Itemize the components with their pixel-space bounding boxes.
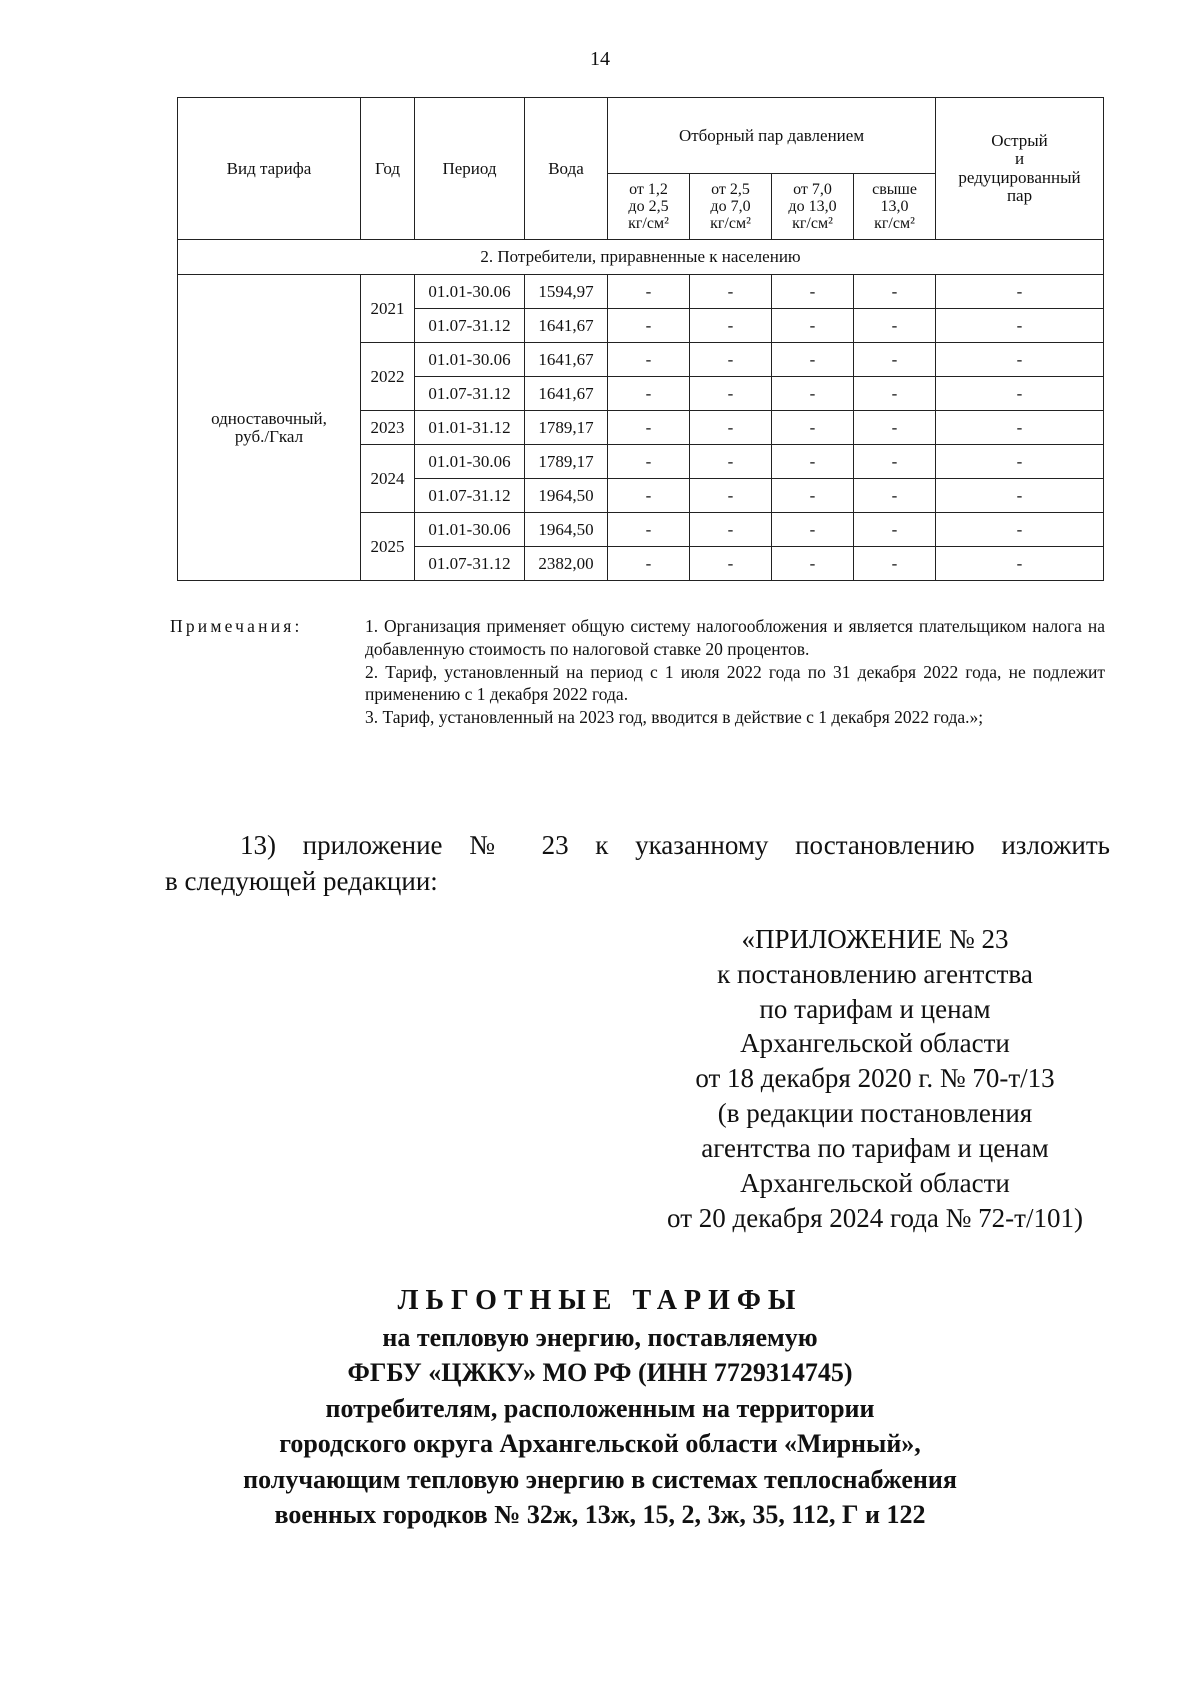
steam-cell: - [690,275,772,309]
steam-cell: - [772,309,854,343]
heading-line: военных городков № 32ж, 13ж, 15, 2, 3ж, 35, 112, Г и 122 [274,1499,926,1529]
appendix-line: Архангельской области [740,1028,1010,1059]
tariff-table [177,97,1104,581]
period-cell: 01.01-30.06 [415,513,525,547]
steam-cell: - [608,275,690,309]
period-cell: 01.07-31.12 [415,377,525,411]
header-steam-group: Отборный пар давлением [608,98,936,174]
steam-cell: - [690,513,772,547]
steam-cell: - [854,309,936,343]
header-sharp-steam: Острый и редуцированный пар [936,98,1104,240]
steam-cell: - [608,309,690,343]
sharp-steam-cell: - [936,275,1104,309]
steam-cell: - [854,411,936,445]
steam-cell: - [772,343,854,377]
appendix-line: от 20 декабря 2024 года № 72-т/101) [667,1202,1083,1233]
steam-cell: - [608,411,690,445]
year-cell: 2025 [361,513,415,581]
steam-cell: - [608,377,690,411]
paragraph-line: в следующей редакции: [165,865,438,896]
appendix-line: Архангельской области [740,1167,1010,1198]
appendix-line: к постановлению агентства [717,958,1033,989]
appendix-header [640,922,1110,1235]
group-title: 2. Потребители, приравненные к населению [178,240,1104,275]
table-row [178,275,1104,309]
period-cell: 01.07-31.12 [415,309,525,343]
notes-list [365,615,1105,729]
steam-cell: - [772,547,854,581]
water-cell: 1641,67 [525,377,608,411]
appendix-line: от 18 декабря 2020 г. № 70-т/13 [695,1063,1055,1094]
water-cell: 1594,97 [525,275,608,309]
header-period: Период [415,98,525,240]
sharp-steam-cell: - [936,479,1104,513]
steam-cell: - [854,479,936,513]
steam-cell: - [690,445,772,479]
steam-cell: - [854,445,936,479]
steam-cell: - [608,513,690,547]
header-water: Вода [525,98,608,240]
water-cell: 1641,67 [525,309,608,343]
header-pressure-2: от 2,5 до 7,0 кг/см² [690,174,772,240]
steam-cell: - [690,343,772,377]
steam-cell: - [690,309,772,343]
tariff-type-cell: одноставочный, руб./Гкал [178,275,361,581]
heading-line: городского округа Архангельской области «Мирный», [279,1429,921,1459]
period-cell: 01.01-30.06 [415,275,525,309]
water-cell: 1789,17 [525,445,608,479]
year-cell: 2022 [361,343,415,411]
steam-cell: - [690,411,772,445]
steam-cell: - [854,275,936,309]
period-cell: 01.01-30.06 [415,445,525,479]
water-cell: 2382,00 [525,547,608,581]
heading-title: ЛЬГОТНЫЕ ТАРИФЫ [397,1285,803,1316]
header-pressure-3: от 7,0 до 13,0 кг/см² [772,174,854,240]
steam-cell: - [690,479,772,513]
period-cell: 01.07-31.12 [415,479,525,513]
note-item: 2. Тариф, установленный на период с 1 июля 2022 года по 31 декабря 2022 года, не подлежит применению с 1 декабря 2022 года. [365,661,1105,705]
steam-cell: - [772,479,854,513]
steam-cell: - [690,377,772,411]
amendment-paragraph [165,828,1110,900]
notes-label: Примечания: [170,616,303,636]
appendix-line: (в редакции постановления [717,1098,1033,1129]
heading-line: потребителям, расположенным на территории [325,1393,875,1423]
period-cell: 01.07-31.12 [415,547,525,581]
sharp-steam-cell: - [936,445,1104,479]
heading-line: на тепловую энергию, поставляемую [382,1323,818,1353]
steam-cell: - [854,513,936,547]
steam-cell: - [608,479,690,513]
steam-cell: - [854,343,936,377]
header-tariff-type: Вид тарифа [178,98,361,240]
steam-cell: - [854,547,936,581]
year-cell: 2024 [361,445,415,513]
appendix-line: «ПРИЛОЖЕНИЕ № 23 [741,924,1009,954]
steam-cell: - [772,377,854,411]
period-cell: 01.01-31.12 [415,411,525,445]
steam-cell: - [772,411,854,445]
sharp-steam-cell: - [936,309,1104,343]
sharp-steam-cell: - [936,513,1104,547]
steam-cell: - [772,445,854,479]
page-number: 14 [590,48,610,70]
steam-cell: - [608,547,690,581]
water-cell: 1641,67 [525,343,608,377]
appendix-line: по тарифам и ценам [759,993,991,1024]
steam-cell: - [608,445,690,479]
period-cell: 01.01-30.06 [415,343,525,377]
document-heading [0,1282,1200,1532]
year-cell: 2021 [361,275,415,343]
header-year: Год [361,98,415,240]
water-cell: 1789,17 [525,411,608,445]
header-pressure-4: свыше 13,0 кг/см² [854,174,936,240]
sharp-steam-cell: - [936,547,1104,581]
water-cell: 1964,50 [525,513,608,547]
steam-cell: - [690,547,772,581]
water-cell: 1964,50 [525,479,608,513]
steam-cell: - [772,513,854,547]
sharp-steam-cell: - [936,377,1104,411]
appendix-line: агентства по тарифам и ценам [701,1132,1049,1163]
header-pressure-1: от 1,2 до 2,5 кг/см² [608,174,690,240]
year-cell: 2023 [361,411,415,445]
sharp-steam-cell: - [936,411,1104,445]
note-item: 1. Организация применяет общую систему налогообложения и является плательщиком налога на добавленную стоимость по налоговой ставке 20 процентов. [365,616,1105,659]
steam-cell: - [772,275,854,309]
heading-line: ФГБУ «ЦЖКУ» МО РФ (ИНН 7729314745) [347,1358,853,1388]
steam-cell: - [854,377,936,411]
sharp-steam-cell: - [936,343,1104,377]
paragraph-line: 13) приложение № 23 к указанному постановлению изложить [240,830,1110,860]
note-item: 3. Тариф, установленный на 2023 год, вводится в действие с 1 декабря 2022 года.»; [365,707,984,727]
steam-cell: - [608,343,690,377]
heading-line: получающим тепловую энергию в системах теплоснабжения [243,1464,957,1494]
